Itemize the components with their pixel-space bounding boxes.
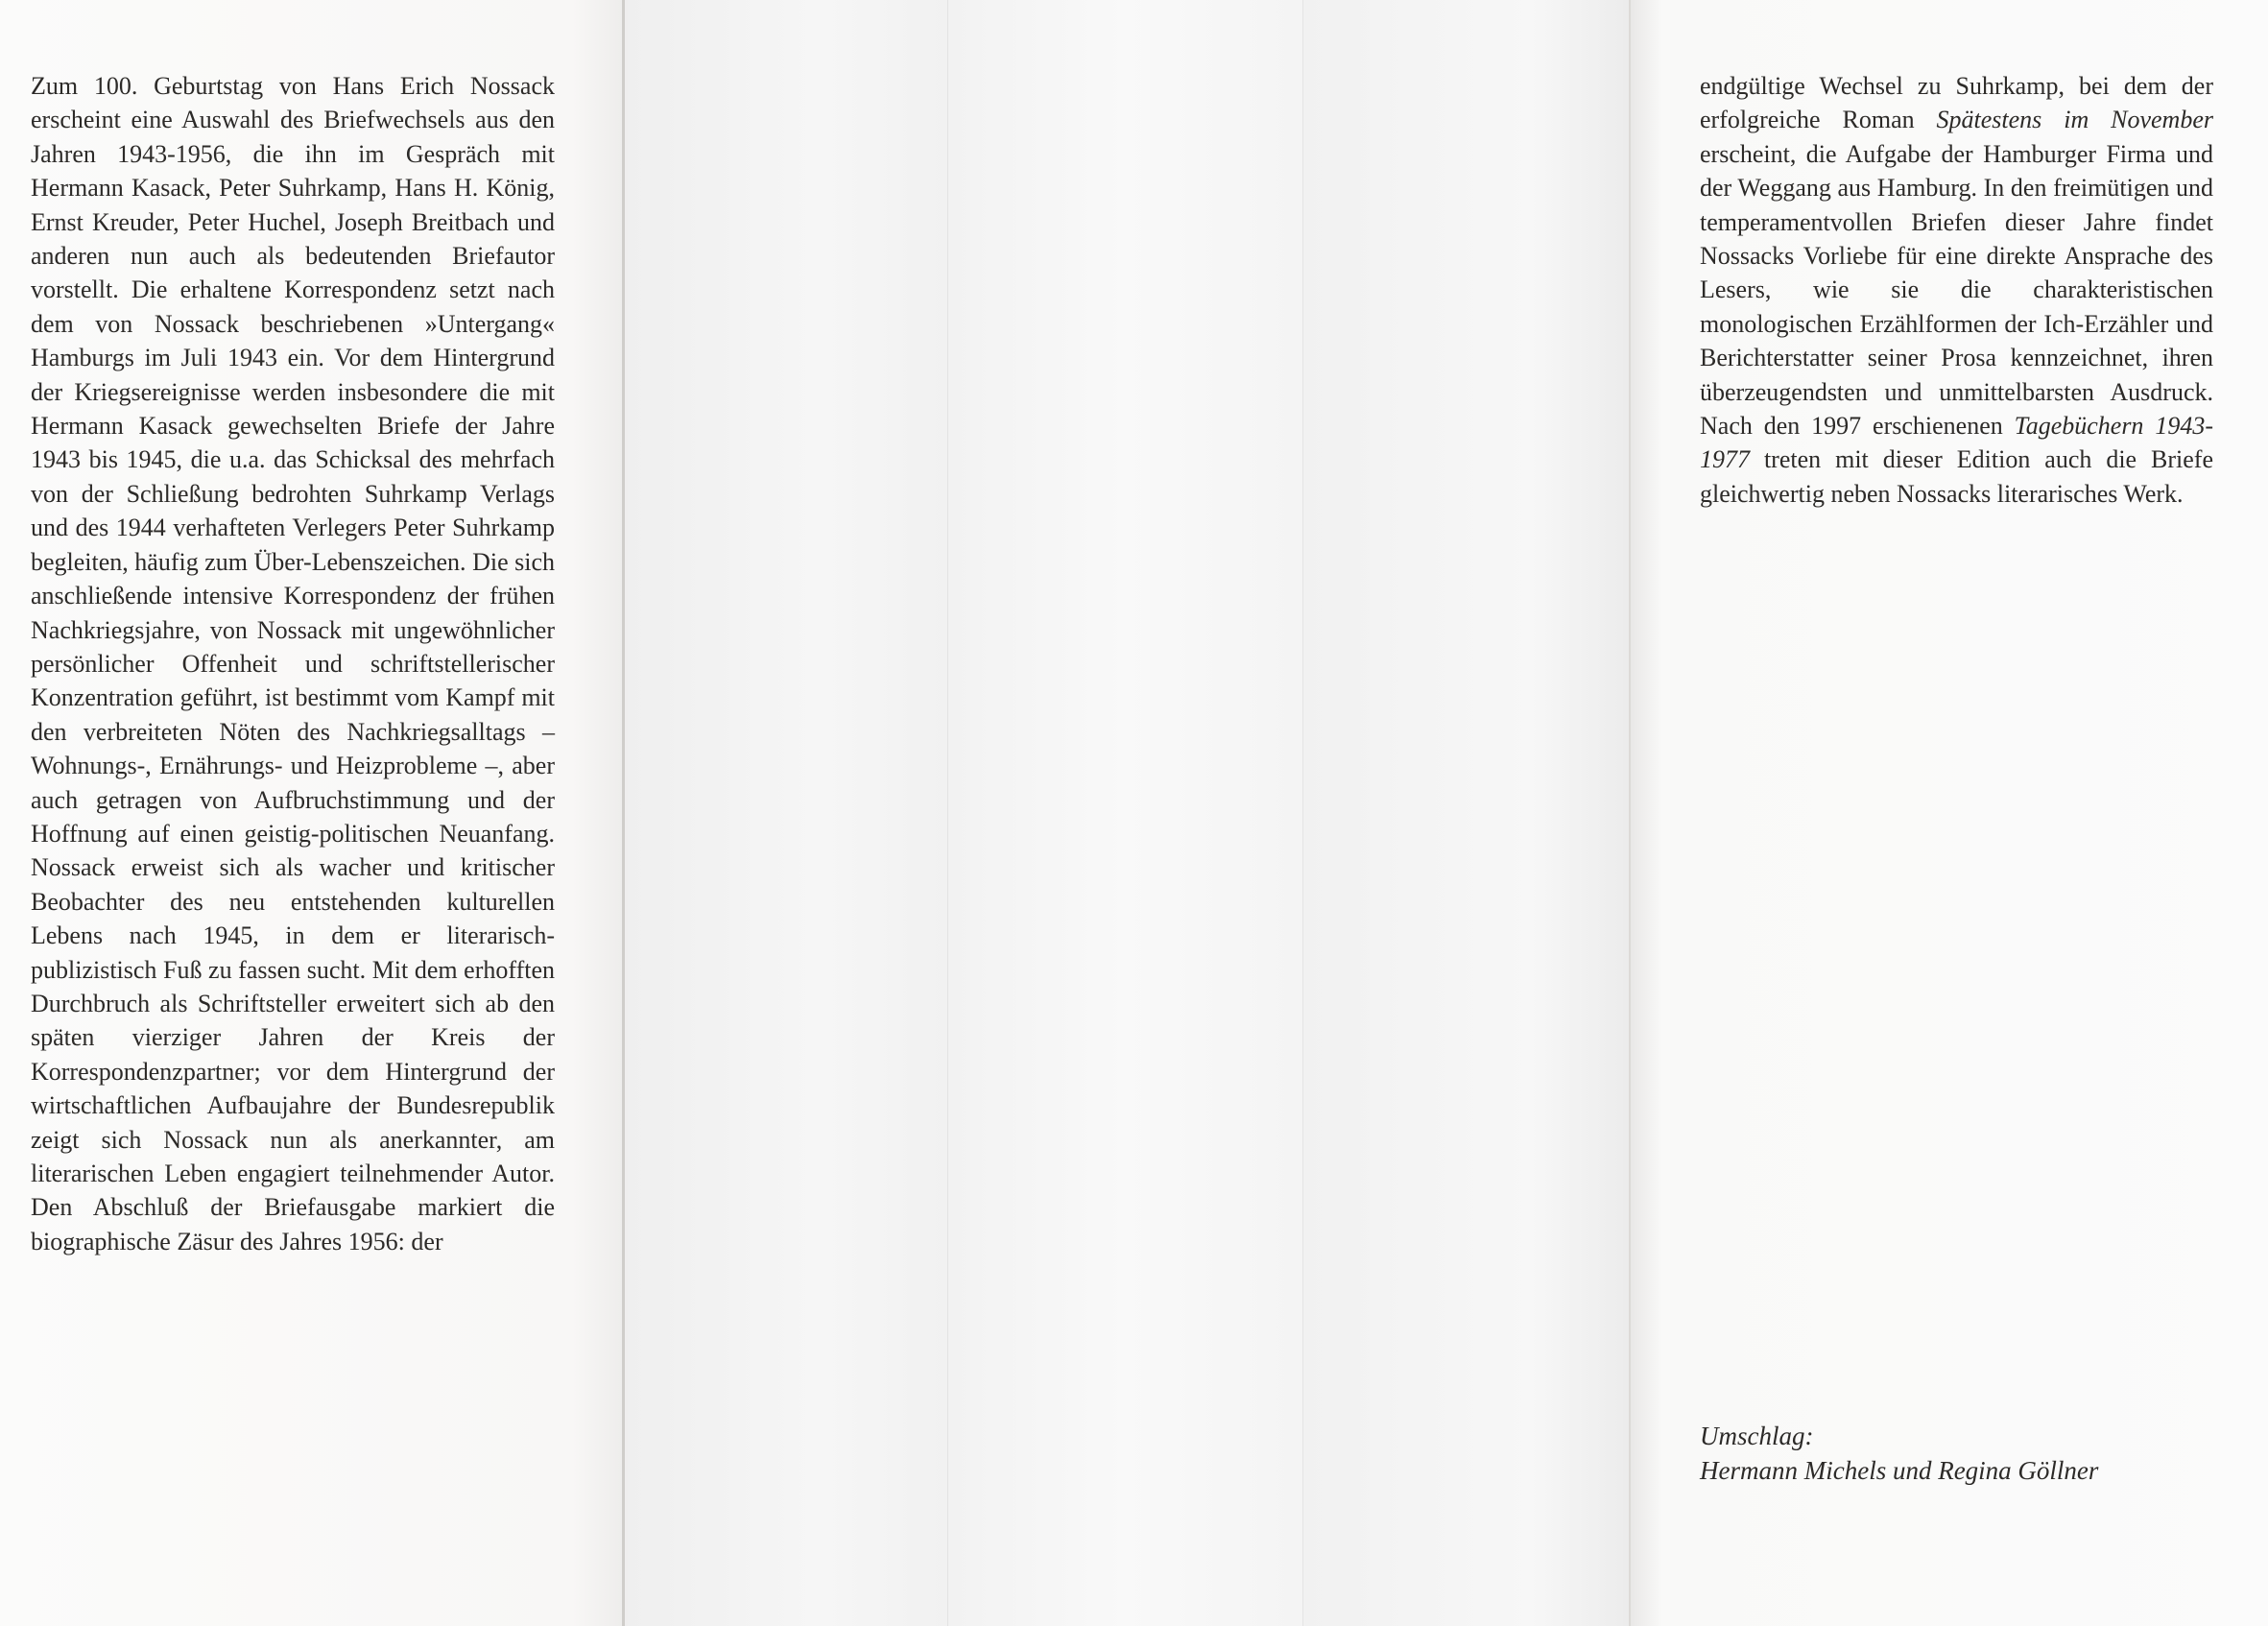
right-flap-text-part-1: endgültige Wechsel zu Suhrkamp, bei dem der erfolgreiche Roman	[1700, 72, 2213, 134]
right-flap-text-part-2: erscheint, die Aufgabe der Hamburger Firma und der Weggang aus Hamburg. In den freimütigen und temperamentvollen Briefen dieser Jahre findet Nossacks Vorliebe für eine direkte Ansprache des Lesers, wie sie die charakteristischen monologischen Erzählformen der Ich-Erzähler und Berichterstatter seiner Prosa kennzeichnet, ihren überzeugendsten und unmittelbarsten Ausdruck. Nach den 1997 erschienenen	[1700, 139, 2213, 441]
cover-credit	[1700, 1419, 2218, 1488]
left-flap-text: Zum 100. Geburtstag von Hans Erich Nossack erscheint eine Auswahl des Briefwechsels aus den Jahren 1943-1956, die ihn im Gespräch mit Hermann Kasack, Peter Suhrkamp, Hans H. König, Ernst Kreuder, Peter Huchel, Joseph Breitbach und anderen nun auch als bedeutenden Briefautor vorstellt. Die erhaltene Korrespondenz setzt nach dem von Nossack beschriebenen »Untergang« Hamburgs im Juli 1943 ein. Vor dem Hintergrund der Kriegsereignisse werden insbesondere die mit Hermann Kasack gewechselten Briefe der Jahre 1943 bis 1945, die u.a. das Schicksal des mehrfach von der Schließung bedrohten Suhrkamp Verlags und des 1944 verhafteten Verlegers Peter Suhrkamp begleiten, häufig zum Über-Lebenszeichen. Die sich anschließende intensive Korrespondenz der frühen Nachkriegsjahre, von Nossack mit ungewöhnlicher persönlicher Offenheit und schriftstellerischer Konzentration geführt, ist bestimmt vom Kampf mit den verbreiteten Nöten des Nachkriegsalltags – Wohnungs-, Ernährungs- und Heizprobleme –, aber auch getragen von Aufbruchstimmung und der Hoffnung auf einen geistig-politischen Neuanfang. Nossack erweist sich als wacher und kritischer Beobachter des neu entstehenden kulturellen Lebens nach 1945, in dem er literarisch-publizistisch Fuß zu fassen sucht. Mit dem erhofften Durchbruch als Schriftsteller erweitert sich ab den späten vierziger Jahren der Kreis der Korrespondenzpartner; vor dem Hintergrund der wirtschaftlichen Aufbaujahre der Bundesrepublik zeigt sich Nossack nun als anerkannter, am literarischen Leben engagiert teilnehmender Autor. Den Abschluß der Briefausgabe markiert die biographische Zäsur des Jahres 1956: der	[31, 72, 555, 1255]
right-flap-text-part-3: treten mit dieser Edition auch die Briefe gleichwertig neben Nossacks literarisches Werk.	[1700, 445, 2213, 508]
back-panel-fold-3	[1302, 0, 1629, 1626]
back-panel-fold-2	[947, 0, 1302, 1626]
back-panel-fold-1	[628, 0, 947, 1626]
right-flap	[1629, 0, 2268, 1626]
novel-title: Spätestens im November	[1936, 106, 2213, 134]
left-flap	[0, 0, 625, 1626]
cover-credit-label: Umschlag:	[1700, 1422, 1814, 1450]
diaries-title: Tagebüchern 1943-1977	[1700, 412, 2213, 474]
right-flap-text	[1700, 69, 2213, 511]
cover-credit-names: Hermann Michels und Regina Göllner	[1700, 1456, 2099, 1485]
